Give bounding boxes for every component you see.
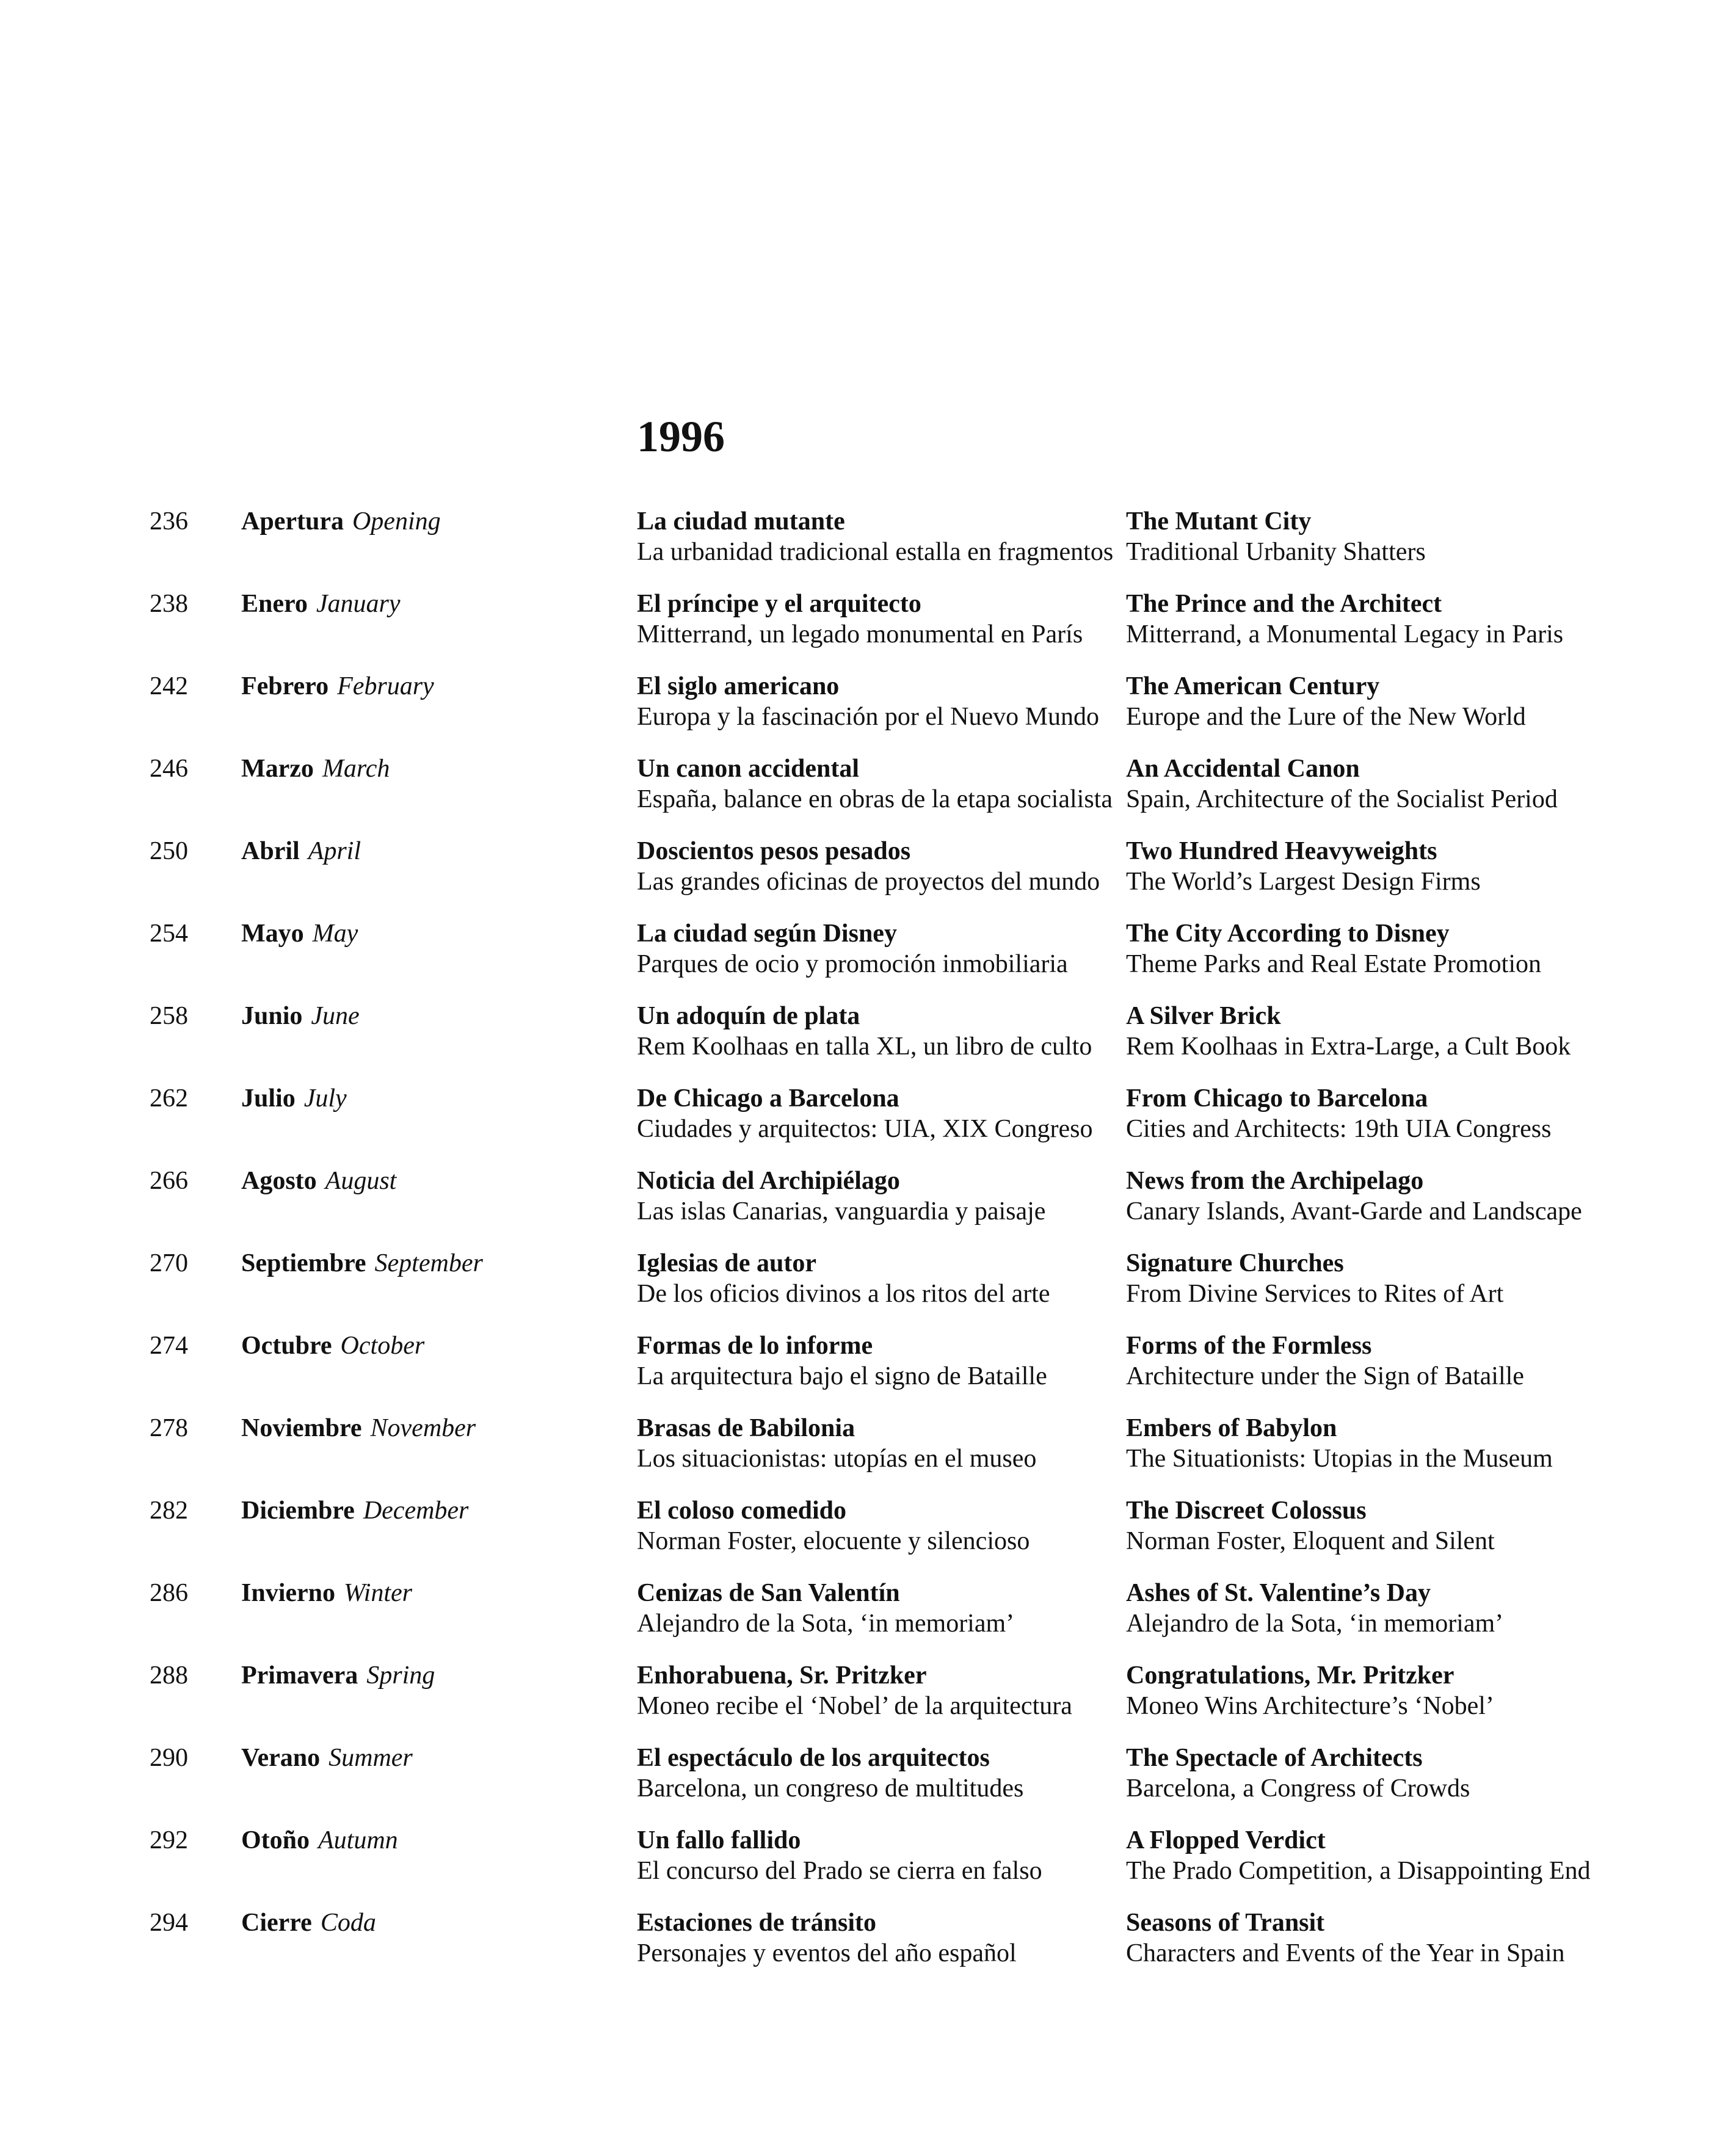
- month-english: August: [325, 1167, 397, 1195]
- english-column: [1126, 1248, 1503, 1309]
- spanish-column: [637, 506, 1113, 567]
- toc-entry: [0, 1495, 1736, 1578]
- month-english: March: [322, 755, 390, 783]
- month-spanish: Primavera: [241, 1661, 358, 1690]
- subtitle-spanish: Europa y la fascinación por el Nuevo Mundo: [637, 703, 1099, 731]
- month-english: Autumn: [318, 1826, 398, 1854]
- spanish-column: [637, 1660, 1072, 1721]
- toc-entry: [0, 1660, 1736, 1743]
- english-column: [1126, 1578, 1503, 1639]
- subtitle-spanish: Personajes y eventos del año español: [637, 1939, 1017, 1967]
- english-column: [1126, 1001, 1571, 1062]
- title-english: Two Hundred Heavyweights: [1126, 837, 1437, 865]
- month-spanish: Diciembre: [241, 1497, 355, 1525]
- month-cell: [241, 1825, 398, 1856]
- english-column: [1126, 1083, 1551, 1144]
- subtitle-spanish: Alejandro de la Sota, ‘in memoriam’: [637, 1610, 1015, 1638]
- subtitle-english: Norman Foster, Eloquent and Silent: [1126, 1527, 1495, 1555]
- english-column: [1126, 589, 1563, 650]
- month-spanish: Apertura: [241, 507, 344, 536]
- month-spanish: Cierre: [241, 1909, 312, 1937]
- subtitle-english: Cities and Architects: 19th UIA Congress: [1126, 1115, 1552, 1143]
- month-cell: [241, 1495, 468, 1526]
- toc-entry: [0, 589, 1736, 671]
- spanish-column: [637, 1825, 1042, 1886]
- month-spanish: Febrero: [241, 672, 329, 700]
- month-english: May: [312, 920, 358, 948]
- page-number: 274: [150, 1332, 188, 1360]
- title-english: The Spectacle of Architects: [1126, 1744, 1423, 1772]
- month-cell: [241, 1743, 413, 1773]
- title-spanish: La ciudad mutante: [637, 507, 845, 536]
- subtitle-spanish: España, balance en obras de la etapa socialista: [637, 785, 1113, 813]
- title-english: Seasons of Transit: [1126, 1909, 1325, 1937]
- month-english: July: [303, 1084, 347, 1113]
- title-spanish: Estaciones de tránsito: [637, 1909, 876, 1937]
- spanish-column: [637, 1083, 1093, 1144]
- subtitle-english: Canary Islands, Avant-Garde and Landscape: [1126, 1197, 1582, 1225]
- page-number: 292: [150, 1826, 188, 1854]
- english-column: [1126, 1743, 1470, 1804]
- title-english: The Prince and the Architect: [1126, 590, 1442, 618]
- english-column: [1126, 1331, 1524, 1392]
- page-number: 254: [150, 920, 188, 948]
- toc-entry: [0, 1001, 1736, 1083]
- month-english: October: [340, 1332, 425, 1360]
- subtitle-english: Moneo Wins Architecture’s ‘Nobel’: [1126, 1692, 1494, 1720]
- page-number: 236: [150, 507, 188, 536]
- title-english: The City According to Disney: [1126, 920, 1450, 948]
- month-cell: [241, 1166, 396, 1196]
- month-spanish: Septiembre: [241, 1249, 366, 1277]
- title-spanish: Enhorabuena, Sr. Pritzker: [637, 1661, 927, 1690]
- spanish-column: [637, 753, 1113, 815]
- page-number: 242: [150, 672, 188, 700]
- month-spanish: Noviembre: [241, 1414, 362, 1442]
- subtitle-english: Architecture under the Sign of Bataille: [1126, 1362, 1524, 1390]
- spanish-column: [637, 1743, 1023, 1804]
- title-spanish: El coloso comedido: [637, 1497, 846, 1525]
- month-cell: [241, 753, 390, 784]
- spanish-column: [637, 1331, 1047, 1392]
- page-number: 294: [150, 1909, 188, 1937]
- title-english: The Mutant City: [1126, 507, 1312, 536]
- toc-entry: [0, 1248, 1736, 1331]
- toc-entry: [0, 918, 1736, 1001]
- subtitle-english: The Situationists: Utopias in the Museum: [1126, 1445, 1553, 1473]
- toc-entry: [0, 753, 1736, 836]
- subtitle-english: Rem Koolhaas in Extra-Large, a Cult Book: [1126, 1033, 1571, 1061]
- subtitle-spanish: La urbanidad tradicional estalla en fragmentos: [637, 538, 1114, 566]
- subtitle-spanish: La arquitectura bajo el signo de Bataille: [637, 1362, 1047, 1390]
- month-english: Spring: [366, 1661, 435, 1690]
- english-column: [1126, 1660, 1494, 1721]
- year-title: 1996: [637, 412, 725, 461]
- subtitle-english: Characters and Events of the Year in Spain: [1126, 1939, 1565, 1967]
- month-cell: [241, 1413, 476, 1443]
- title-english: Signature Churches: [1126, 1249, 1344, 1277]
- english-column: [1126, 671, 1526, 732]
- title-english: Embers of Babylon: [1126, 1414, 1337, 1442]
- month-spanish: Mayo: [241, 920, 304, 948]
- toc-entry: [0, 506, 1736, 589]
- page-number: 278: [150, 1414, 188, 1442]
- subtitle-spanish: Parques de ocio y promoción inmobiliaria: [637, 950, 1068, 978]
- subtitle-english: Spain, Architecture of the Socialist Period: [1126, 785, 1558, 813]
- page-number: 238: [150, 590, 188, 618]
- subtitle-english: From Divine Services to Rites of Art: [1126, 1280, 1504, 1308]
- title-spanish: Formas de lo informe: [637, 1332, 873, 1360]
- subtitle-spanish: Ciudades y arquitectos: UIA, XIX Congreso: [637, 1115, 1093, 1143]
- english-column: [1126, 506, 1426, 567]
- subtitle-spanish: Moneo recibe el ‘Nobel’ de la arquitectura: [637, 1692, 1072, 1720]
- month-english: November: [370, 1414, 476, 1442]
- subtitle-spanish: Las grandes oficinas de proyectos del mundo: [637, 868, 1100, 896]
- toc-entry: [0, 671, 1736, 753]
- month-spanish: Marzo: [241, 755, 314, 783]
- subtitle-english: Mitterrand, a Monumental Legacy in Paris: [1126, 620, 1564, 648]
- subtitle-spanish: El concurso del Prado se cierra en falso: [637, 1857, 1042, 1885]
- month-spanish: Verano: [241, 1744, 321, 1772]
- month-cell: [241, 506, 441, 537]
- toc-entry: [0, 1083, 1736, 1166]
- title-spanish: Brasas de Babilonia: [637, 1414, 855, 1442]
- english-column: [1126, 1413, 1553, 1474]
- month-cell: [241, 1001, 360, 1031]
- month-cell: [241, 1908, 376, 1938]
- subtitle-english: Theme Parks and Real Estate Promotion: [1126, 950, 1542, 978]
- spanish-column: [637, 1001, 1092, 1062]
- month-spanish: Otoño: [241, 1826, 310, 1854]
- title-spanish: La ciudad según Disney: [637, 920, 897, 948]
- spanish-column: [637, 589, 1083, 650]
- toc-entry: [0, 1908, 1736, 1990]
- page-number: 266: [150, 1167, 188, 1195]
- spanish-column: [637, 1578, 1014, 1639]
- subtitle-spanish: Los situacionistas: utopías en el museo: [637, 1445, 1037, 1473]
- spanish-column: [637, 1166, 1045, 1227]
- subtitle-spanish: De los oficios divinos a los ritos del arte: [637, 1280, 1050, 1308]
- title-spanish: Cenizas de San Valentín: [637, 1579, 900, 1607]
- toc-entry: [0, 1743, 1736, 1825]
- spanish-column: [637, 918, 1068, 979]
- page-number: 270: [150, 1249, 188, 1277]
- title-english: The Discreet Colossus: [1126, 1497, 1367, 1525]
- month-spanish: Junio: [241, 1002, 303, 1030]
- month-spanish: Invierno: [241, 1579, 336, 1607]
- month-spanish: Agosto: [241, 1167, 317, 1195]
- english-column: [1126, 1495, 1495, 1556]
- spanish-column: [637, 836, 1100, 897]
- month-english: Opening: [352, 507, 441, 536]
- page-number: 262: [150, 1084, 188, 1113]
- page-number: 258: [150, 1002, 188, 1030]
- title-english: A Silver Brick: [1126, 1002, 1281, 1030]
- page-number: 290: [150, 1744, 188, 1772]
- month-spanish: Enero: [241, 590, 308, 618]
- month-cell: [241, 1578, 412, 1608]
- toc-entry: [0, 1825, 1736, 1908]
- toc-entry: [0, 836, 1736, 918]
- subtitle-spanish: Rem Koolhaas en talla XL, un libro de culto: [637, 1033, 1092, 1061]
- spanish-column: [637, 1908, 1017, 1969]
- page-number: 282: [150, 1497, 188, 1525]
- spanish-column: [637, 1248, 1050, 1309]
- title-english: An Accidental Canon: [1126, 755, 1360, 783]
- month-cell: [241, 836, 361, 866]
- spanish-column: [637, 1413, 1036, 1474]
- title-english: Forms of the Formless: [1126, 1332, 1372, 1360]
- month-english: January: [316, 590, 401, 618]
- spanish-column: [637, 671, 1099, 732]
- page-number: 288: [150, 1661, 188, 1690]
- month-english: Coda: [320, 1909, 376, 1937]
- subtitle-english: Europe and the Lure of the New World: [1126, 703, 1526, 731]
- month-english: Winter: [344, 1579, 413, 1607]
- month-english: April: [308, 837, 361, 865]
- english-column: [1126, 1825, 1591, 1886]
- subtitle-english: The World’s Largest Design Firms: [1126, 868, 1481, 896]
- english-column: [1126, 753, 1558, 815]
- subtitle-english: Traditional Urbanity Shatters: [1126, 538, 1426, 566]
- english-column: [1126, 918, 1541, 979]
- title-spanish: Noticia del Archipiélago: [637, 1167, 900, 1195]
- title-english: The American Century: [1126, 672, 1380, 700]
- title-spanish: Un canon accidental: [637, 755, 860, 783]
- english-column: [1126, 1166, 1582, 1227]
- title-spanish: Iglesias de autor: [637, 1249, 816, 1277]
- toc-entry: [0, 1578, 1736, 1660]
- title-spanish: Un fallo fallido: [637, 1826, 801, 1854]
- title-spanish: El espectáculo de los arquitectos: [637, 1744, 990, 1772]
- title-english: From Chicago to Barcelona: [1126, 1084, 1428, 1113]
- title-spanish: De Chicago a Barcelona: [637, 1084, 899, 1113]
- subtitle-english: Barcelona, a Congress of Crowds: [1126, 1774, 1470, 1803]
- month-cell: [241, 1083, 347, 1114]
- month-english: September: [374, 1249, 483, 1277]
- month-cell: [241, 671, 434, 702]
- spanish-column: [637, 1495, 1030, 1556]
- month-cell: [241, 918, 358, 949]
- title-english: A Flopped Verdict: [1126, 1826, 1326, 1854]
- month-cell: [241, 589, 401, 619]
- month-cell: [241, 1331, 424, 1361]
- subtitle-spanish: Las islas Canarias, vanguardia y paisaje: [637, 1197, 1046, 1225]
- title-english: Ashes of St. Valentine’s Day: [1126, 1579, 1431, 1607]
- month-cell: [241, 1660, 435, 1691]
- month-spanish: Octubre: [241, 1332, 332, 1360]
- subtitle-english: Alejandro de la Sota, ‘in memoriam’: [1126, 1610, 1504, 1638]
- title-english: News from the Archipelago: [1126, 1167, 1424, 1195]
- title-english: Congratulations, Mr. Pritzker: [1126, 1661, 1455, 1690]
- month-english: December: [363, 1497, 469, 1525]
- month-cell: [241, 1248, 483, 1279]
- month-english: Summer: [329, 1744, 413, 1772]
- title-spanish: El siglo americano: [637, 672, 840, 700]
- subtitle-english: The Prado Competition, a Disappointing End: [1126, 1857, 1591, 1885]
- month-english: February: [337, 672, 434, 700]
- month-spanish: Julio: [241, 1084, 296, 1113]
- toc-entry: [0, 1331, 1736, 1413]
- english-column: [1126, 1908, 1565, 1969]
- english-column: [1126, 836, 1481, 897]
- page-number: 286: [150, 1579, 188, 1607]
- page-number: 246: [150, 755, 188, 783]
- month-spanish: Abril: [241, 837, 300, 865]
- month-english: June: [311, 1002, 360, 1030]
- toc-entry: [0, 1166, 1736, 1248]
- toc-entry: [0, 1413, 1736, 1495]
- page-number: 250: [150, 837, 188, 865]
- title-spanish: El príncipe y el arquitecto: [637, 590, 921, 618]
- subtitle-spanish: Norman Foster, elocuente y silencioso: [637, 1527, 1030, 1555]
- title-spanish: Un adoquín de plata: [637, 1002, 860, 1030]
- subtitle-spanish: Mitterrand, un legado monumental en París: [637, 620, 1083, 648]
- subtitle-spanish: Barcelona, un congreso de multitudes: [637, 1774, 1024, 1803]
- title-spanish: Doscientos pesos pesados: [637, 837, 911, 865]
